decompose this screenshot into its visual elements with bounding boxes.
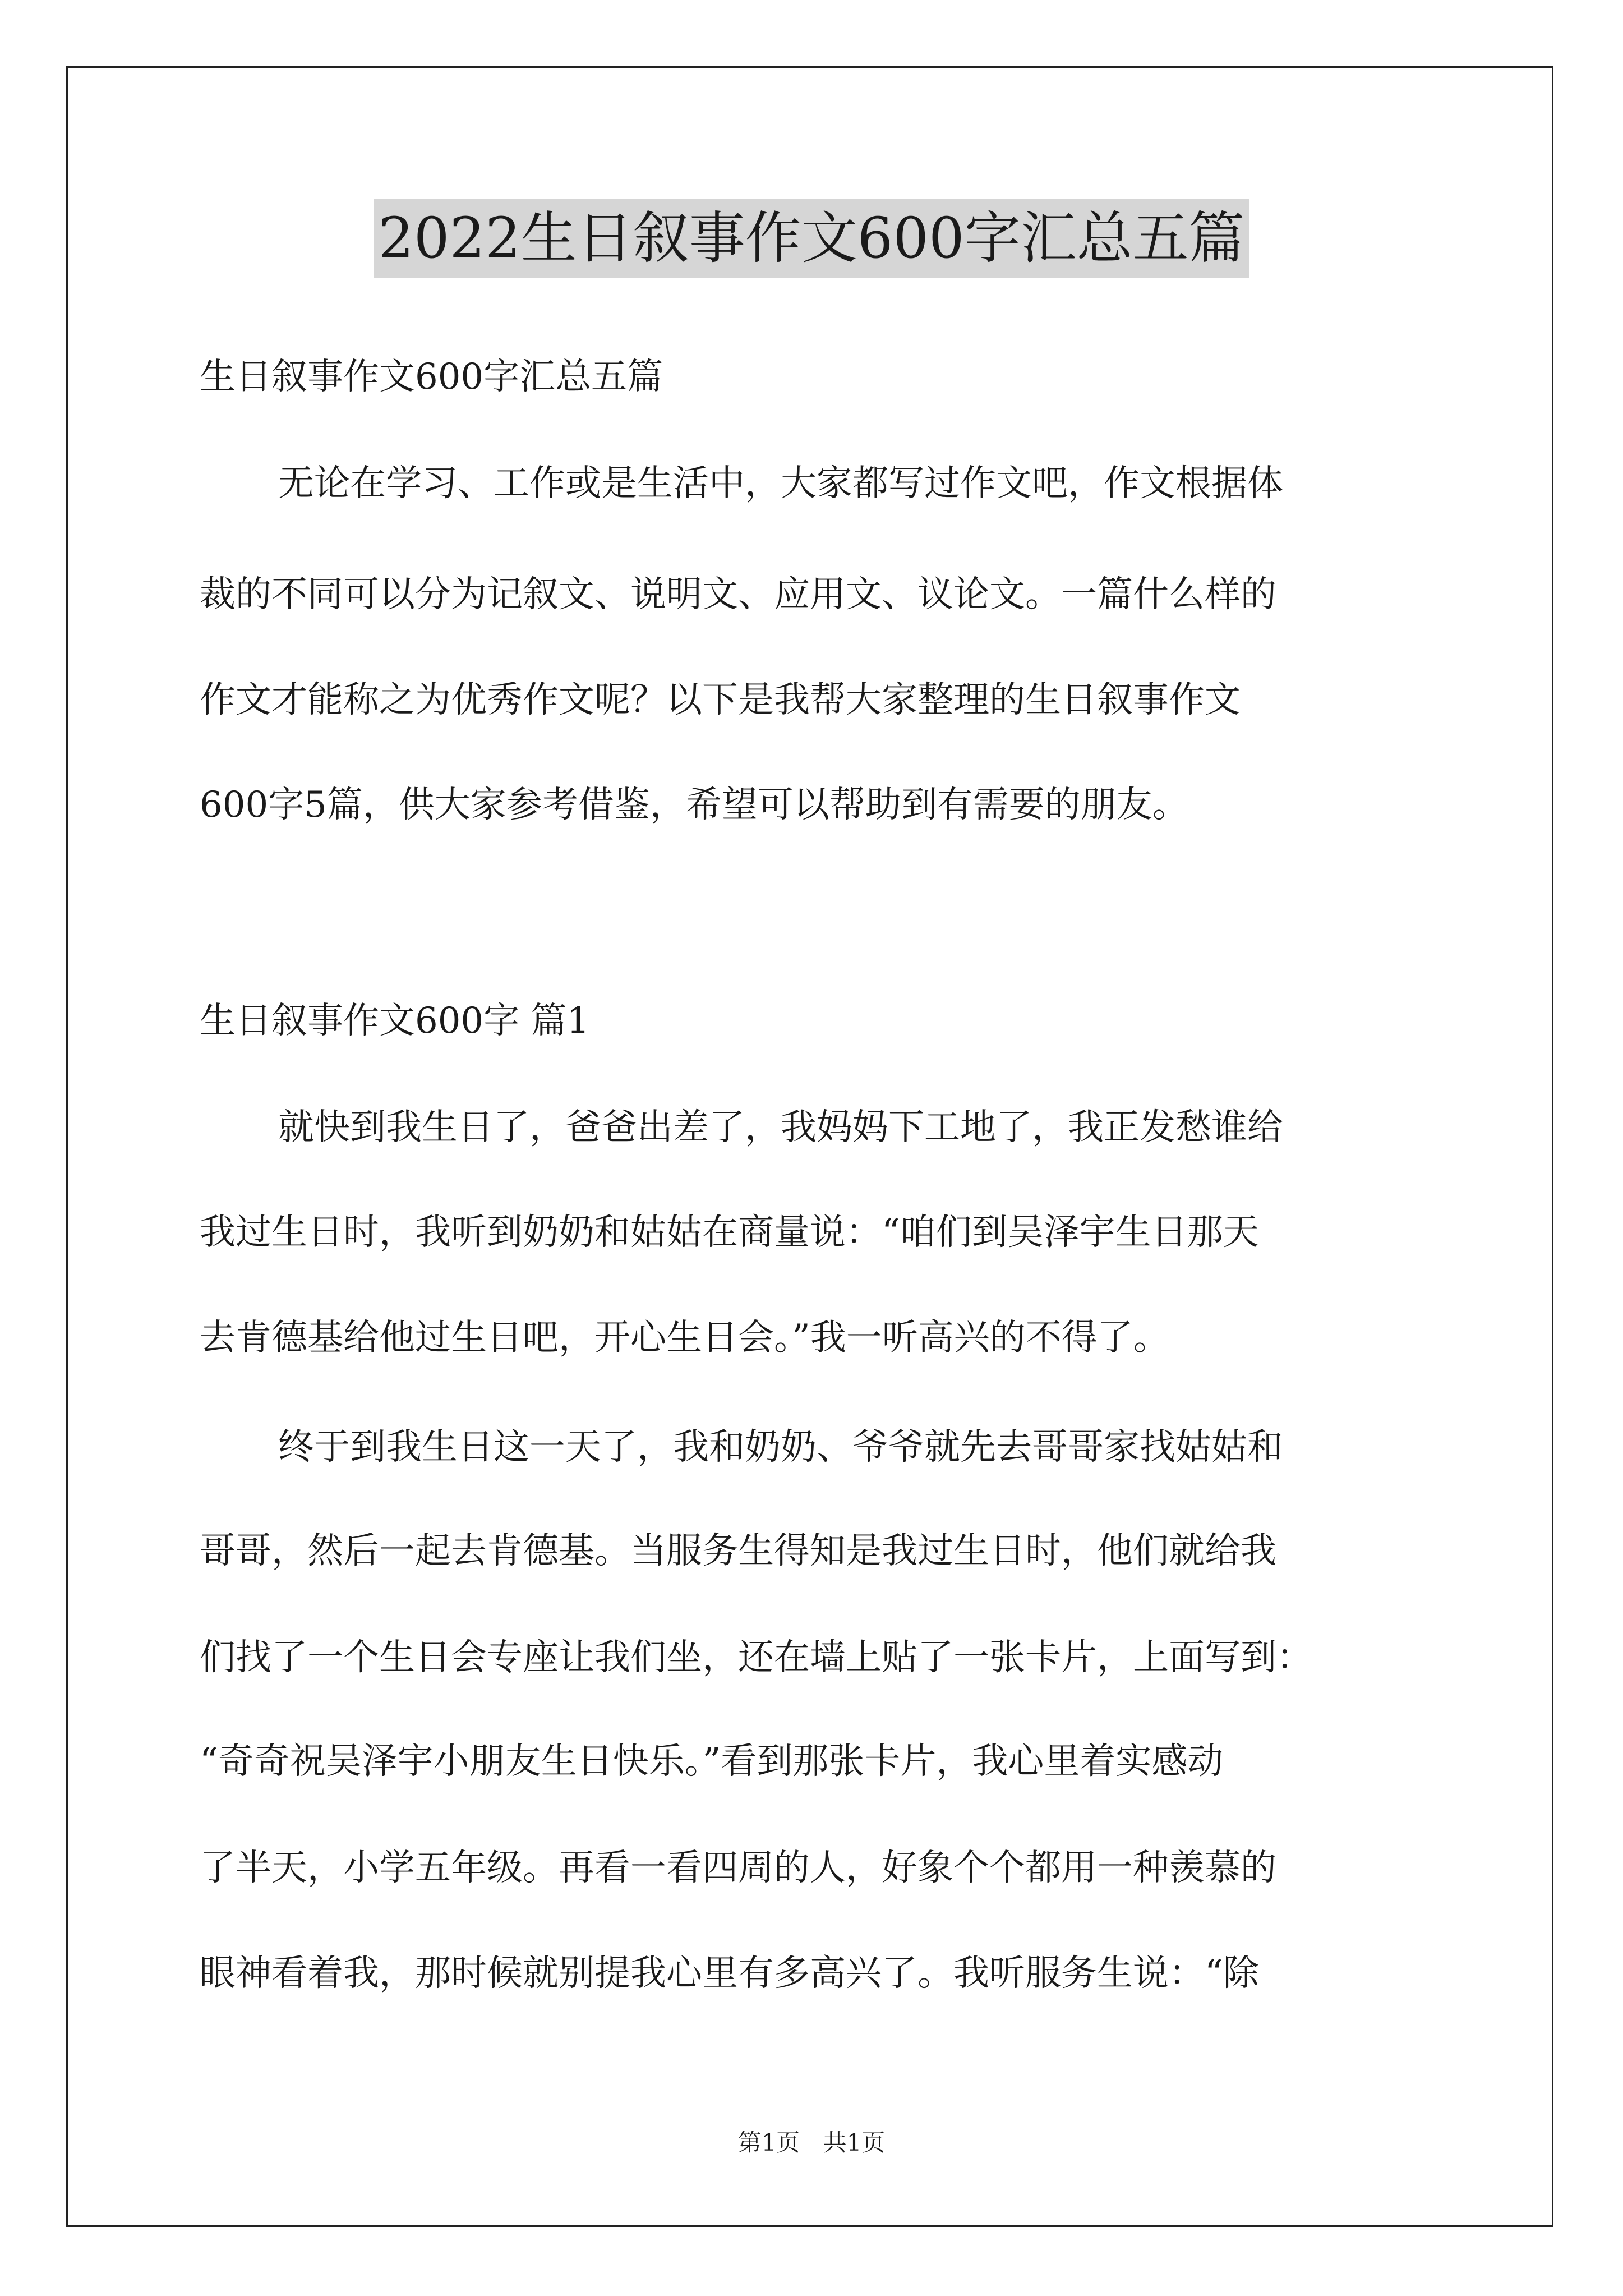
document-title: 2022生日叙事作文600字汇总五篇 (374, 199, 1249, 278)
paragraph-line: 哥哥，然后一起去肯德基。当服务生得知是我过生日时，他们就给我 (200, 1530, 1276, 1572)
intro-line: 无论在学习、工作或是生活中，大家都写过作文吧，作文根据体 (278, 463, 1283, 504)
intro-line: 裁的不同可以分为记叙文、说明文、应用文、议论文。一篇什么样的 (200, 574, 1276, 615)
page-number-total: 共1页 (823, 2129, 886, 2156)
intro-line: 作文才能称之为优秀作文呢？以下是我帮大家整理的生日叙事作文 (200, 679, 1241, 721)
paragraph-line: 们找了一个生日会专座让我们坐，还在墙上贴了一张卡片，上面写到： (200, 1637, 1312, 1678)
subtitle: 生日叙事作文600字汇总五篇 (200, 356, 663, 398)
paragraph-line: “奇奇祝吴泽宇小朋友生日快乐。”看到那张卡片，我心里着实感动 (200, 1741, 1224, 1782)
section-heading: 生日叙事作文600字 篇1 (200, 1000, 590, 1042)
paragraph-line: 我过生日时，我听到奶奶和姑姑在商量说：“咱们到吴泽宇生日那天 (200, 1212, 1259, 1253)
title-container (0, 199, 1623, 278)
intro-line: 600字5篇，供大家参考借鉴，希望可以帮助到有需要的朋友。 (200, 784, 1188, 826)
paragraph-line: 终于到我生日这一天了，我和奶奶、爷爷就先去哥哥家找姑姑和 (278, 1427, 1283, 1468)
paragraph-line: 了半天，小学五年级。再看一看四周的人，好象个个都用一种羡慕的 (200, 1847, 1276, 1889)
paragraph-line: 就快到我生日了，爸爸出差了，我妈妈下工地了，我正发愁谁给 (278, 1107, 1283, 1148)
paragraph-line: 眼神看着我，那时候就别提我心里有多高兴了。我听服务生说：“除 (200, 1953, 1259, 1994)
page-number-current: 第1页 (737, 2129, 800, 2156)
page-footer (0, 2126, 1623, 2160)
paragraph-line: 去肯德基给他过生日吧，开心生日会。”我一听高兴的不得了。 (200, 1317, 1169, 1359)
